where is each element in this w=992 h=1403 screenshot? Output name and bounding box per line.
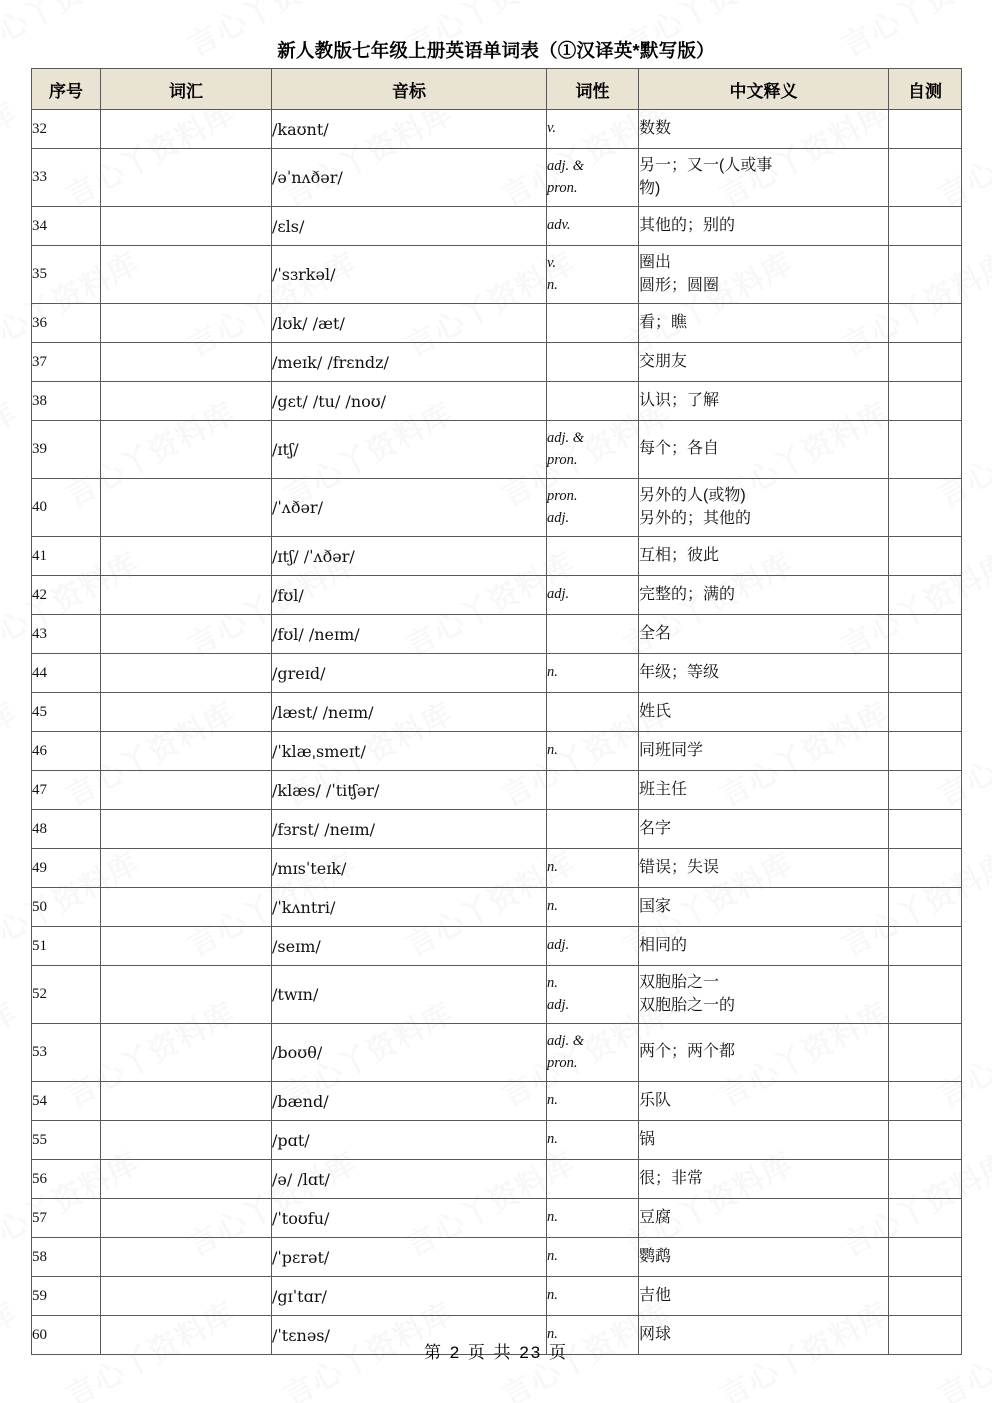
table-row (32, 810, 962, 849)
row-ipa-cell: /greɪd/ (272, 654, 547, 693)
row-ipa-cell: /lʊk/ /æt/ (272, 304, 547, 343)
row-index-cell: 39 (32, 421, 101, 479)
row-index-cell: 60 (32, 1316, 101, 1355)
row-index-cell: 42 (32, 576, 101, 615)
row-index-cell: 47 (32, 771, 101, 810)
row-pos-cell: pron. adj. (547, 479, 639, 537)
row-meaning-cell: 圈出 圆形；圆圈 (639, 246, 889, 304)
row-ipa-cell: /ɪtʃ/ (272, 421, 547, 479)
table-row (32, 693, 962, 732)
row-index-cell: 50 (32, 888, 101, 927)
row-meaning-cell: 鹦鹉 (639, 1238, 889, 1277)
row-word-cell[interactable] (101, 343, 272, 382)
row-ipa-cell: /pɑt/ (272, 1121, 547, 1160)
row-ipa-cell: /ˈklæˌsmeɪt/ (272, 732, 547, 771)
row-self-cell[interactable] (889, 421, 962, 479)
row-self-cell[interactable] (889, 207, 962, 246)
row-index-cell: 54 (32, 1082, 101, 1121)
row-meaning-cell: 互相；彼此 (639, 537, 889, 576)
table-body (32, 110, 962, 1355)
row-meaning-cell: 网球 (639, 1316, 889, 1355)
row-ipa-cell: /ˈpɛrət/ (272, 1238, 547, 1277)
row-ipa-cell: /læst/ /neɪm/ (272, 693, 547, 732)
row-self-cell[interactable] (889, 1082, 962, 1121)
row-word-cell[interactable] (101, 849, 272, 888)
row-word-cell[interactable] (101, 888, 272, 927)
row-index-cell: 40 (32, 479, 101, 537)
row-ipa-cell: /ˈkʌntri/ (272, 888, 547, 927)
row-word-cell[interactable] (101, 576, 272, 615)
row-index-cell: 46 (32, 732, 101, 771)
table-row (32, 537, 962, 576)
row-meaning-cell: 错误；失误 (639, 849, 889, 888)
row-meaning-cell: 姓氏 (639, 693, 889, 732)
row-pos-cell (547, 615, 639, 654)
row-ipa-cell: /əˈnʌðər/ (272, 149, 547, 207)
row-index-cell: 45 (32, 693, 101, 732)
row-self-cell[interactable] (889, 654, 962, 693)
table-row (32, 421, 962, 479)
row-word-cell[interactable] (101, 615, 272, 654)
row-index-cell: 36 (32, 304, 101, 343)
vocabulary-table (31, 68, 962, 1355)
table-row (32, 1024, 962, 1082)
table-row (32, 1160, 962, 1199)
row-self-cell[interactable] (889, 110, 962, 149)
row-index-cell: 41 (32, 537, 101, 576)
row-self-cell[interactable] (889, 1160, 962, 1199)
row-meaning-cell: 国家 (639, 888, 889, 927)
row-word-cell[interactable] (101, 479, 272, 537)
row-pos-cell: adj. (547, 927, 639, 966)
table-row (32, 479, 962, 537)
row-ipa-cell: /ˈtoʊfu/ (272, 1199, 547, 1238)
row-word-cell[interactable] (101, 771, 272, 810)
row-self-cell[interactable] (889, 382, 962, 421)
row-meaning-cell: 吉他 (639, 1277, 889, 1316)
row-self-cell[interactable] (889, 732, 962, 771)
row-index-cell: 59 (32, 1277, 101, 1316)
row-index-cell: 48 (32, 810, 101, 849)
table-row (32, 343, 962, 382)
table-row (32, 849, 962, 888)
page-title: 新人教版七年级上册英语单词表（①汉译英*默写版） (277, 40, 715, 61)
row-word-cell[interactable] (101, 1199, 272, 1238)
row-index-cell: 35 (32, 246, 101, 304)
row-pos-cell (547, 304, 639, 343)
row-ipa-cell: /meɪk/ /frɛndz/ (272, 343, 547, 382)
row-self-cell[interactable] (889, 1277, 962, 1316)
page-footer: 第 2 页 共 23 页 (424, 1343, 568, 1362)
row-self-cell[interactable] (889, 888, 962, 927)
row-meaning-cell: 交朋友 (639, 343, 889, 382)
row-word-cell[interactable] (101, 1082, 272, 1121)
row-self-cell[interactable] (889, 1121, 962, 1160)
row-index-cell: 55 (32, 1121, 101, 1160)
row-word-cell[interactable] (101, 1277, 272, 1316)
row-meaning-cell: 乐队 (639, 1082, 889, 1121)
row-index-cell: 53 (32, 1024, 101, 1082)
row-meaning-cell: 年级；等级 (639, 654, 889, 693)
row-self-cell[interactable] (889, 1024, 962, 1082)
row-self-cell[interactable] (889, 479, 962, 537)
table-row (32, 304, 962, 343)
table-row (32, 966, 962, 1024)
row-self-cell[interactable] (889, 1238, 962, 1277)
table-row (32, 576, 962, 615)
row-meaning-cell: 另外的人(或物) 另外的；其他的 (639, 479, 889, 537)
table-header-row (32, 69, 962, 110)
row-meaning-cell: 完整的；满的 (639, 576, 889, 615)
row-ipa-cell: /klæs/ /ˈtiʧər/ (272, 771, 547, 810)
table-row (32, 382, 962, 421)
row-word-cell[interactable] (101, 693, 272, 732)
row-word-cell[interactable] (101, 1121, 272, 1160)
row-ipa-cell: /gɪˈtɑr/ (272, 1277, 547, 1316)
table-row (32, 732, 962, 771)
row-pos-cell: adj. & pron. (547, 149, 639, 207)
row-word-cell[interactable] (101, 246, 272, 304)
row-meaning-cell: 豆腐 (639, 1199, 889, 1238)
row-pos-cell: adj. & pron. (547, 1024, 639, 1082)
row-ipa-cell: /boʊθ/ (272, 1024, 547, 1082)
row-pos-cell: n. (547, 1121, 639, 1160)
row-word-cell[interactable] (101, 207, 272, 246)
row-ipa-cell: /gɛt/ /tu/ /noʊ/ (272, 382, 547, 421)
table-row (32, 654, 962, 693)
row-self-cell[interactable] (889, 343, 962, 382)
row-meaning-cell: 班主任 (639, 771, 889, 810)
row-ipa-cell: /kaʊnt/ (272, 110, 547, 149)
row-index-cell: 44 (32, 654, 101, 693)
column-header-self: 自测 (889, 69, 962, 110)
table-row (32, 1199, 962, 1238)
column-header-pos: 词性 (547, 69, 639, 110)
row-meaning-cell: 名字 (639, 810, 889, 849)
row-ipa-cell: /ə/ /lɑt/ (272, 1160, 547, 1199)
row-index-cell: 51 (32, 927, 101, 966)
row-meaning-cell: 很；非常 (639, 1160, 889, 1199)
row-self-cell[interactable] (889, 576, 962, 615)
row-index-cell: 43 (32, 615, 101, 654)
row-pos-cell: n. (547, 1199, 639, 1238)
row-self-cell[interactable] (889, 810, 962, 849)
row-word-cell[interactable] (101, 1160, 272, 1199)
table-row (32, 1238, 962, 1277)
column-header-meaning: 中文释义 (639, 69, 889, 110)
row-pos-cell: n. (547, 1316, 639, 1355)
row-ipa-cell: /fʊl/ (272, 576, 547, 615)
row-ipa-cell: /bænd/ (272, 1082, 547, 1121)
row-pos-cell (547, 810, 639, 849)
row-word-cell[interactable] (101, 149, 272, 207)
table-row (32, 110, 962, 149)
table-row (32, 615, 962, 654)
row-word-cell[interactable] (101, 537, 272, 576)
table-row (32, 888, 962, 927)
row-index-cell: 52 (32, 966, 101, 1024)
row-word-cell[interactable] (101, 1238, 272, 1277)
row-word-cell[interactable] (101, 966, 272, 1024)
row-meaning-cell: 看；瞧 (639, 304, 889, 343)
row-index-cell: 56 (32, 1160, 101, 1199)
row-index-cell: 57 (32, 1199, 101, 1238)
table-header (32, 69, 962, 110)
column-header-ipa: 音标 (272, 69, 547, 110)
table-row (32, 1082, 962, 1121)
row-meaning-cell: 其他的；别的 (639, 207, 889, 246)
row-self-cell[interactable] (889, 771, 962, 810)
table-row (32, 207, 962, 246)
row-meaning-cell: 另一；又一(人或事 物) (639, 149, 889, 207)
table-row (32, 1277, 962, 1316)
row-word-cell[interactable] (101, 1024, 272, 1082)
row-ipa-cell: /ɪtʃ/ /ˈʌðər/ (272, 537, 547, 576)
row-pos-cell (547, 693, 639, 732)
row-index-cell: 38 (32, 382, 101, 421)
row-pos-cell: n. (547, 849, 639, 888)
row-word-cell[interactable] (101, 732, 272, 771)
row-pos-cell: adj. (547, 576, 639, 615)
table-row (32, 1121, 962, 1160)
row-meaning-cell: 相同的 (639, 927, 889, 966)
row-meaning-cell: 双胞胎之一 双胞胎之一的 (639, 966, 889, 1024)
row-index-cell: 49 (32, 849, 101, 888)
row-meaning-cell: 同班同学 (639, 732, 889, 771)
row-ipa-cell: /twɪn/ (272, 966, 547, 1024)
row-ipa-cell: /seɪm/ (272, 927, 547, 966)
row-word-cell[interactable] (101, 654, 272, 693)
row-pos-cell (547, 771, 639, 810)
row-pos-cell (547, 537, 639, 576)
table-row (32, 771, 962, 810)
row-index-cell: 58 (32, 1238, 101, 1277)
table-row (32, 927, 962, 966)
row-meaning-cell: 认识；了解 (639, 382, 889, 421)
row-pos-cell: n. (547, 888, 639, 927)
row-ipa-cell: /fʊl/ /neɪm/ (272, 615, 547, 654)
row-word-cell[interactable] (101, 810, 272, 849)
row-ipa-cell: /ˈʌðər/ (272, 479, 547, 537)
row-ipa-cell: /mɪsˈteɪk/ (272, 849, 547, 888)
table-row (32, 149, 962, 207)
row-ipa-cell: /ˈsɜrkəl/ (272, 246, 547, 304)
row-self-cell[interactable] (889, 966, 962, 1024)
row-word-cell[interactable] (101, 110, 272, 149)
row-self-cell[interactable] (889, 304, 962, 343)
row-pos-cell: v. (547, 110, 639, 149)
row-pos-cell (547, 382, 639, 421)
row-self-cell[interactable] (889, 537, 962, 576)
table-row (32, 246, 962, 304)
row-meaning-cell: 锅 (639, 1121, 889, 1160)
row-meaning-cell: 每个；各自 (639, 421, 889, 479)
row-pos-cell: n. (547, 1082, 639, 1121)
row-pos-cell: adj. & pron. (547, 421, 639, 479)
row-meaning-cell: 全名 (639, 615, 889, 654)
row-pos-cell: n. (547, 654, 639, 693)
row-self-cell[interactable] (889, 149, 962, 207)
row-word-cell[interactable] (101, 304, 272, 343)
row-self-cell[interactable] (889, 615, 962, 654)
row-index-cell: 37 (32, 343, 101, 382)
row-meaning-cell: 两个；两个都 (639, 1024, 889, 1082)
row-word-cell[interactable] (101, 927, 272, 966)
row-self-cell[interactable] (889, 693, 962, 732)
row-pos-cell: v. n. (547, 246, 639, 304)
row-index-cell: 33 (32, 149, 101, 207)
row-pos-cell (547, 343, 639, 382)
row-pos-cell: n. adj. (547, 966, 639, 1024)
row-word-cell[interactable] (101, 421, 272, 479)
row-pos-cell: n. (547, 1238, 639, 1277)
row-meaning-cell: 数数 (639, 110, 889, 149)
column-header-index: 序号 (32, 69, 101, 110)
row-index-cell: 34 (32, 207, 101, 246)
row-pos-cell: n. (547, 732, 639, 771)
row-ipa-cell: /ɛls/ (272, 207, 547, 246)
row-self-cell[interactable] (889, 1199, 962, 1238)
row-self-cell[interactable] (889, 927, 962, 966)
row-pos-cell: n. (547, 1277, 639, 1316)
row-pos-cell: adv. (547, 207, 639, 246)
row-index-cell: 32 (32, 110, 101, 149)
row-self-cell[interactable] (889, 246, 962, 304)
row-ipa-cell: /fɜrst/ /neɪm/ (272, 810, 547, 849)
row-pos-cell (547, 1160, 639, 1199)
row-ipa-cell: /ˈtɛnəs/ (272, 1316, 547, 1355)
row-self-cell[interactable] (889, 849, 962, 888)
row-word-cell[interactable] (101, 382, 272, 421)
column-header-word: 词汇 (101, 69, 272, 110)
